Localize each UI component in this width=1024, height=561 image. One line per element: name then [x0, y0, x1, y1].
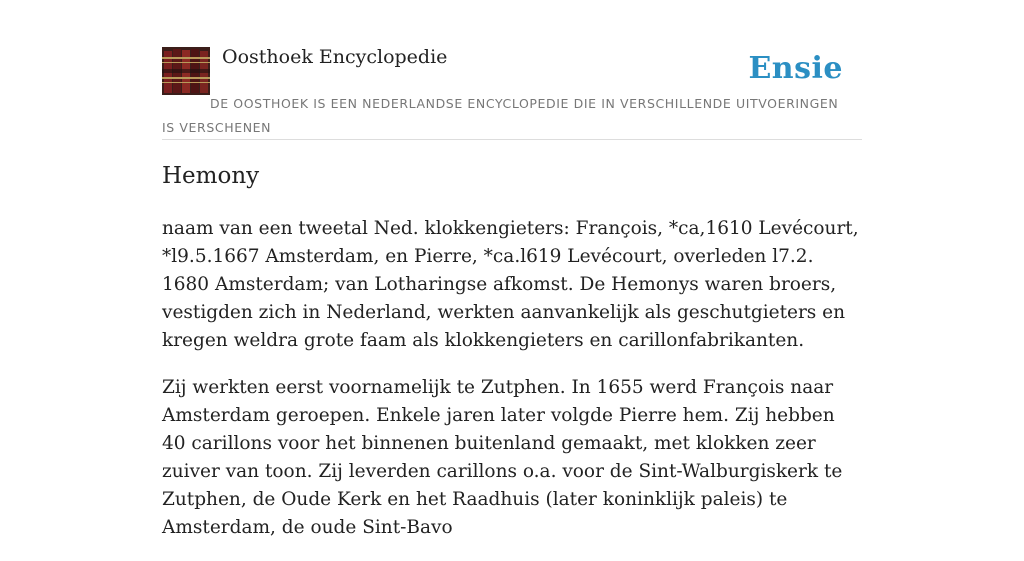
article-title: Hemony	[162, 163, 260, 189]
brand-logo-link[interactable]: Ensie	[748, 51, 843, 86]
site-logo-link[interactable]	[162, 47, 210, 95]
book-spines-icon	[162, 47, 210, 95]
page	[162, 0, 862, 538]
site-tagline: DE OOSTHOEK IS EEN NEDERLANDSE ENCYCLOPEDIE DIE IN VERSCHILLENDE UITVOERINGEN IS VERSCHENEN	[162, 96, 839, 135]
site-title[interactable]: Oosthoek Encyclopedie	[222, 46, 448, 68]
article-paragraph: Zij werkten eerst voornamelijk te Zutphen. In 1655 werd François naar Amsterdam geroepen. Enkele jaren later volgde Pierre hem. Zij hebben 40 carillons voor het binnenen buitenland gemaakt, met klokken zeer zuiver van toon. Zij leverden carillons o.a. voor de Sint-Walburgiskerk te Zutphen, de Oude Kerk en het Raadhuis (later koninklijk paleis) te Amsterdam, de oude Sint-Bavo	[162, 377, 843, 538]
article-body	[162, 215, 862, 561]
article-paragraph: naam van een tweetal Ned. klokkengieters: François, *ca,1610 Levécourt, *l9.5.1667 Amsterdam, en Pierre, *ca.l619 Levécourt, overleden l7.2. 1680 Amsterdam; van Lotharingse afkomst. De Hemonys waren broers, vestigden zich in Nederland, werkten aanvankelijk als geschutgieters en kregen weldra grote faam als klokkengieters en carillonfabrikanten.	[162, 218, 859, 351]
site-header	[162, 0, 862, 140]
